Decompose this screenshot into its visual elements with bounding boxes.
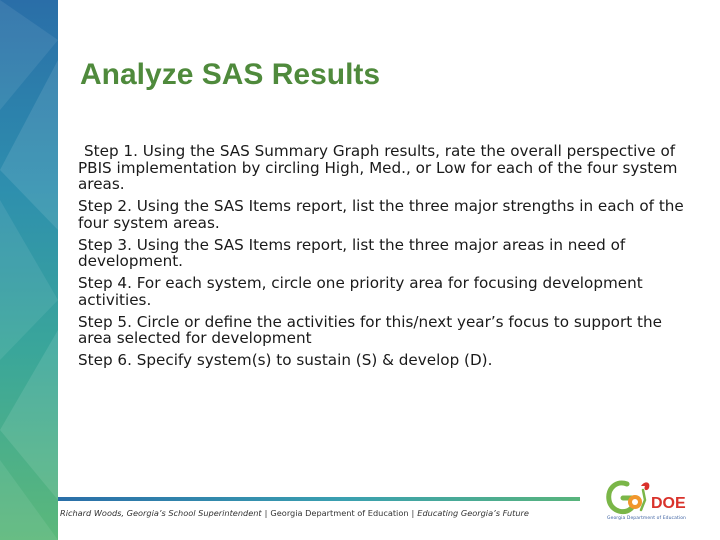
- footer-separator: |: [264, 508, 268, 518]
- slide-title: Analyze SAS Results: [80, 58, 381, 91]
- footer-divider: [58, 497, 580, 501]
- step-4: Step 4. For each system, circle one priority area for focusing development activities.: [78, 274, 643, 309]
- footer-separator-2: |: [411, 508, 415, 518]
- step-2: Step 2. Using the SAS Items report, list the three major strengths in each of the four system areas.: [78, 197, 684, 232]
- gadoe-logo-mark: [605, 476, 697, 518]
- step-1: Step 1. Using the SAS Summary Graph results, rate the overall perspective of PBIS implementation by circling High, Med., or Low for each of the four system areas.: [78, 142, 678, 193]
- step-5: Step 5. Circle or define the activities for this/next year’s focus to support the area selected for development: [78, 312, 662, 347]
- step-3: Step 3. Using the SAS Items report, list the three major areas in need of development.: [78, 235, 626, 270]
- footer-tagline: Educating Georgia’s Future: [417, 508, 529, 518]
- footer-department: Georgia Department of Education: [270, 508, 409, 518]
- footer-superintendent: Richard Woods, Georgia’s School Superintendent: [60, 508, 262, 518]
- svg-text:DOE: DOE: [651, 495, 686, 512]
- sidebar-facets: [0, 0, 58, 540]
- step-6: Step 6. Specify system(s) to sustain (S) & develop (D).: [78, 351, 493, 369]
- logo-subtitle: Georgia Department of Education: [607, 516, 687, 521]
- steps-list: [78, 143, 698, 374]
- decorative-sidebar: [0, 0, 58, 540]
- gadoe-logo: [605, 476, 697, 524]
- footer: [60, 508, 529, 518]
